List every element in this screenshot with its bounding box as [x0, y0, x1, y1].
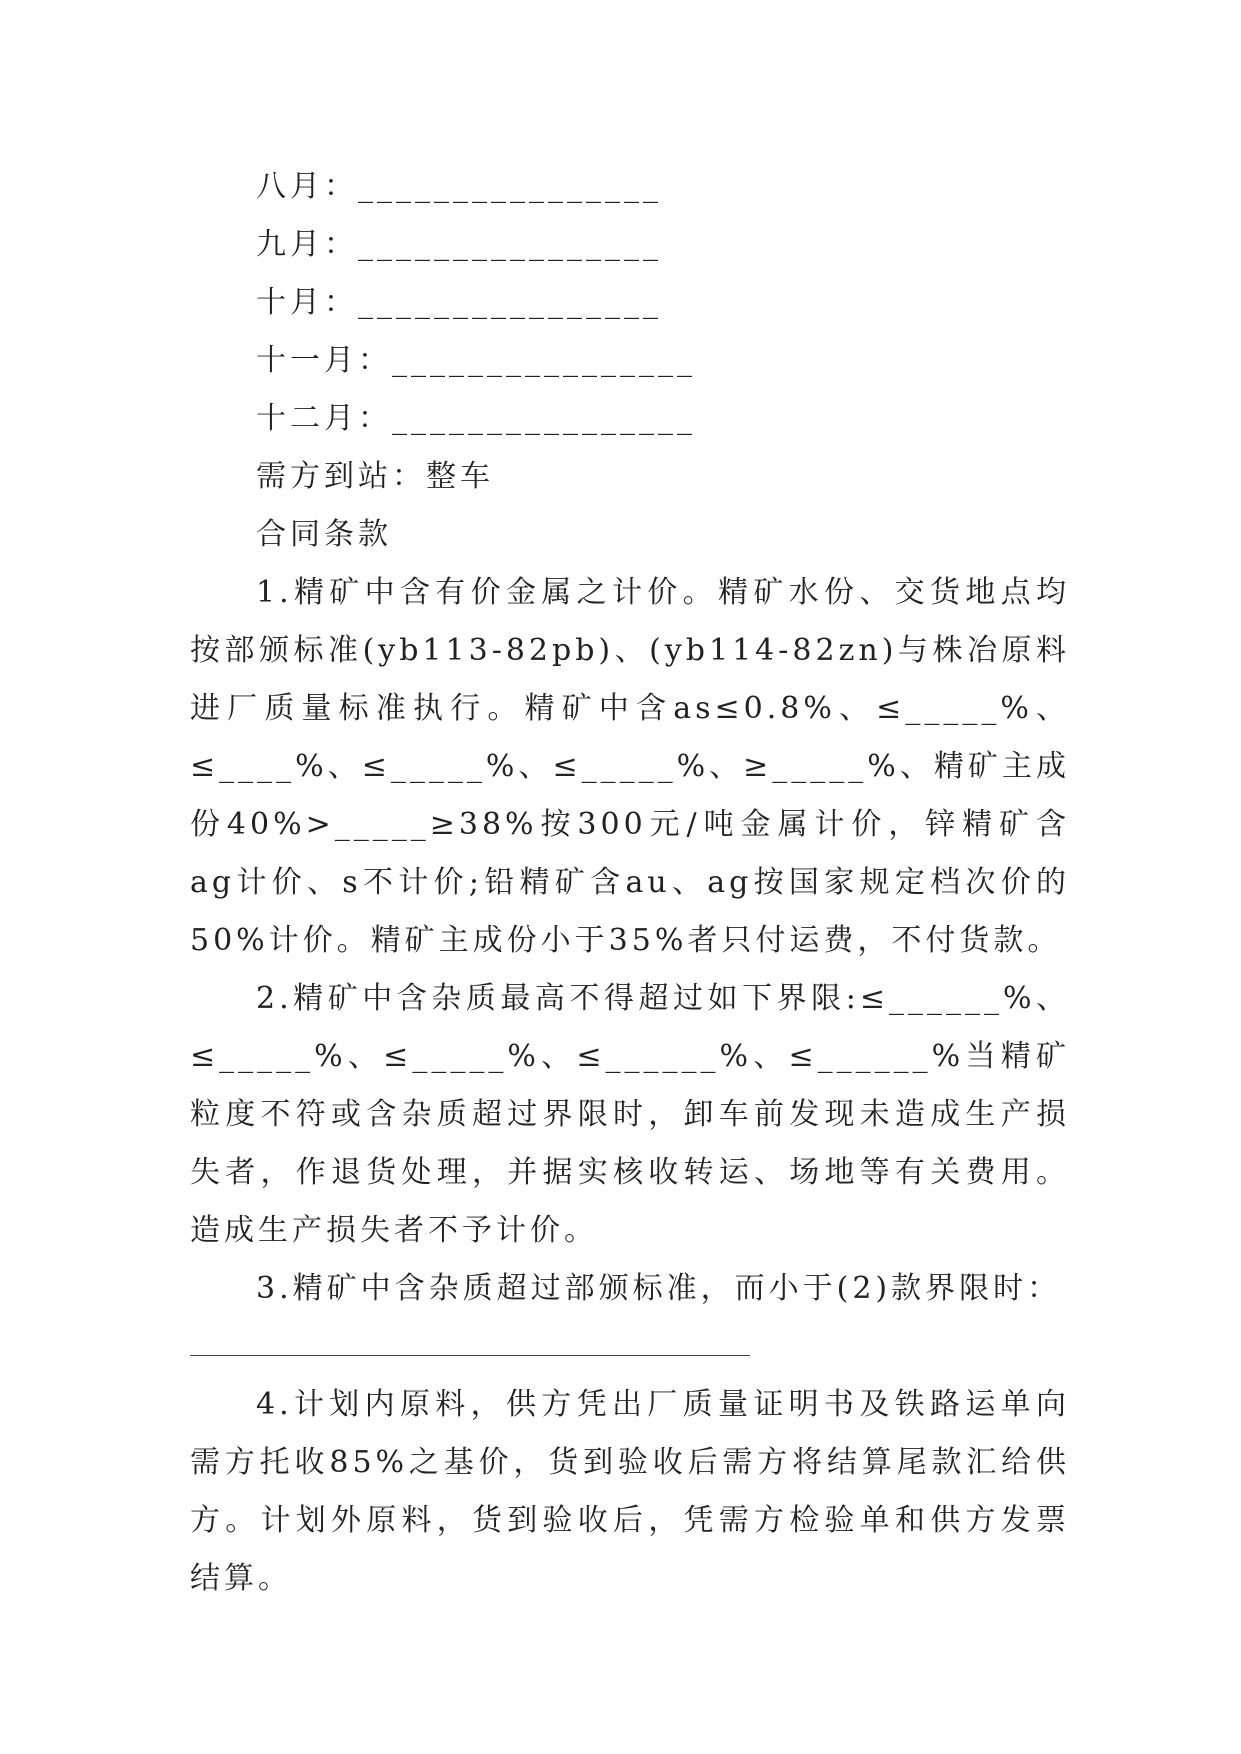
month-label: 十一月：	[256, 343, 392, 378]
month-august	[190, 158, 1070, 216]
month-blank: ________________	[358, 285, 662, 320]
month-blank: ________________	[358, 227, 662, 262]
section-title: 合同条款	[256, 517, 392, 552]
month-december	[190, 390, 1070, 448]
blank-line	[190, 1318, 1070, 1376]
month-label: 九月：	[256, 227, 358, 262]
clause-3: 3.精矿中含杂质超过部颁标准，而小于(2)款界限时：	[256, 1271, 1062, 1306]
month-label: 十二月：	[256, 401, 392, 436]
month-blank: ________________	[392, 401, 696, 436]
clause-4: 4.计划内原料，供方凭出厂质量证明书及铁路运单向需方托收85%之基价，货到验收后需方将结算尾款汇给供方。计划外原料，货到验收后，凭需方检验单和供方发票结算。	[190, 1387, 1070, 1596]
clause-2: 2.精矿中含杂质最高不得超过如下界限:≤______%、≤_____%、≤_____%、≤______%、≤______%当精矿粒度不符或含杂质超过界限时，卸车前发现未造成生产损失者，作退货处理，并据实核收转运、场地等有关费用。造成生产损失者不予计价。	[190, 981, 1070, 1248]
month-october	[190, 274, 1070, 332]
month-label: 八月：	[256, 169, 358, 204]
blank-rule	[190, 1354, 750, 1356]
clause-1: 1.精矿中含有价金属之计价。精矿水份、交货地点均按部颁标准(yb113-82pb)、(yb114-82zn)与株冶原料进厂质量标准执行。精矿中含as≤0.8%、≤_____%、≤____%、≤_____%、≤_____%、≥_____%、精矿主成份40%>_____≥38%按300元/吨金属计价，锌精矿含ag计价、s不计价;铅精矿含au、ag按国家规定档次价的50%计价。精矿主成份小于35%者只付运费，不付货款。	[190, 575, 1070, 958]
month-september	[190, 216, 1070, 274]
month-label: 十月：	[256, 285, 358, 320]
month-blank: ________________	[358, 169, 662, 204]
contract-text	[190, 158, 1070, 1608]
month-november	[190, 332, 1070, 390]
arrival-station: 需方到站：整车	[256, 459, 494, 494]
month-blank: ________________	[392, 343, 696, 378]
